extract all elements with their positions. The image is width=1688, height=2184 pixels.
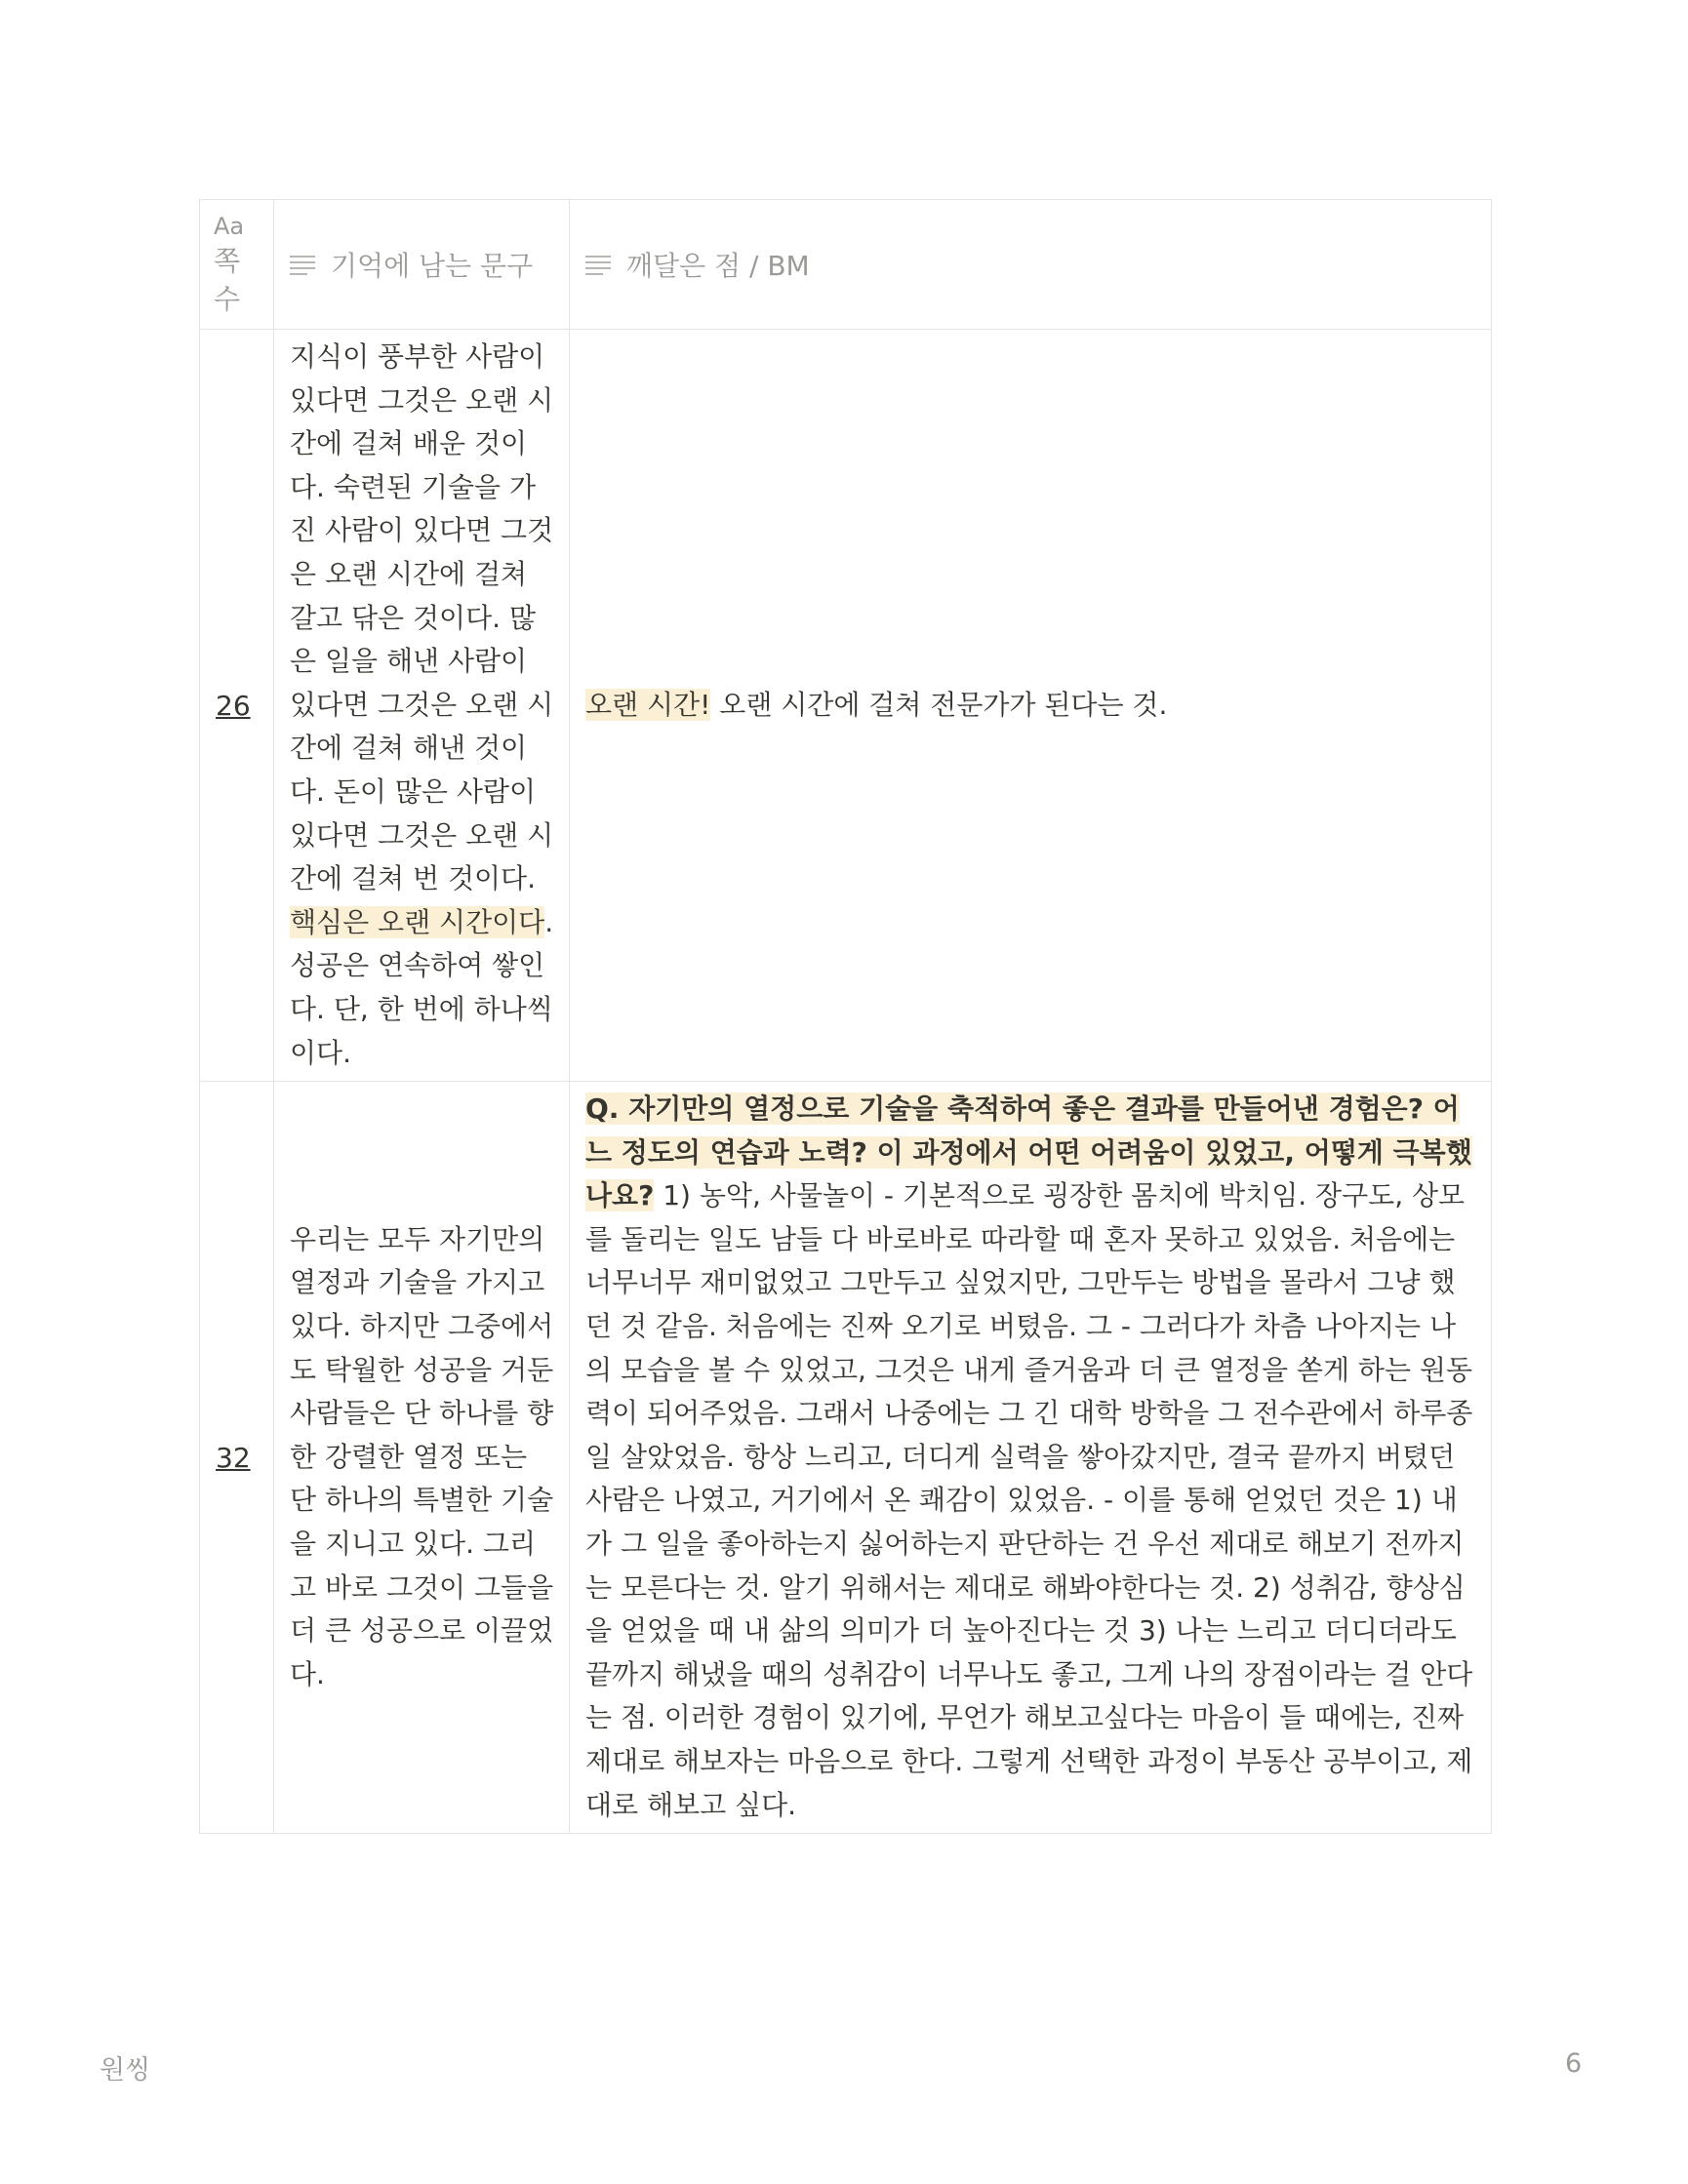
notes-table (199, 199, 1492, 1834)
footer-author: 원씽 (100, 2055, 151, 2085)
header-insight-column[interactable] (570, 200, 1492, 330)
title-property-icon: Aa (214, 213, 245, 240)
insight-highlight: 오랜 시간! (585, 688, 711, 721)
list-lines-icon (585, 253, 613, 276)
table-header-row (200, 200, 1492, 330)
row-insight-cell[interactable] (570, 1082, 1492, 1834)
insight-text: 1) 농악, 사물놀이 - 기본적으로 굉장한 몸치에 박치임. 장구도, 상모를 돌리는 일도 남들 다 바로바로 따라할 때 혼자 못하고 있었음. 처음에는 너무너무 재미없었고 그만두고 싶었지만, 그만두는 방법을 몰라서 그냥 했던 것 같음. 처음에는 진짜 오기로 버텼음. 그 - 그러다가 차츰 나아지는 나의 모습을 볼 수 있었고, 그것은 내게 즐거움과 더 큰 열정을 쏟게 하는 원동력이 되어주었음. 그래서 나중에는 그 긴 대학 방학을 그 전수관에서 하루종일 살았었음. 항상 느리고, 더디게 실력을 쌓아갔지만, 결국 끝까지 버텼던 사람은 나였고, 거기에서 온 쾌감이 있었음. - 이를 통해 얻었던 것은 1) 내가 그 일을 좋아하는지 싫어하는지 판단하는 건 우선 제대로 해보기 전까지는 모른다는 것. 알기 위해서는 제대로 해봐야한다는 것. 2) 성취감, 향상심을 얻었을 때 내 삶의 의미가 더 높아진다는 것 3) 나는 느리고 더디더라도 끝까지 해냈을 때의 성취감이 너무나도 좋고, 그게 나의 장점이라는 걸 안다는 점. 이러한 경험이 있기에, 무언가 해보고싶다는 마음이 들 때에는, 진짜 제대로 해보자는 마음으로 한다. 그렇게 선택한 과정이 부동산 공부이고, 제대로 해보고 싶다. (585, 1179, 1473, 1821)
quote-highlight: 핵심은 오랜 시간이다 (290, 905, 545, 938)
row-quote-cell[interactable] (274, 1082, 570, 1834)
quote-text-after: . 성공은 연속하여 쌓인다. 단, 한 번에 하나씩이다. (290, 905, 563, 1069)
notes-table-container (199, 199, 1491, 1834)
quote-text: 지식이 풍부한 사람이 있다면 그것은 오랜 시간에 걸쳐 배운 것이다. 숙련된 기술을 가진 사람이 있다면 그것은 오랜 시간에 걸쳐 갈고 닦은 것이다. 많은 일을 해낸 사람이 있다면 그것은 오랜 시간에 걸쳐 해낸 것이다. 돈이 많은 사람이 있다면 그것은 오랜 시간에 걸쳐 번 것이다. (290, 340, 554, 895)
header-insight-label: 깨달은 점 / BM (626, 250, 810, 282)
insight-text: 오랜 시간에 걸쳐 전문가가 된다는 것. (710, 688, 1168, 721)
row-page-link[interactable]: 26 (200, 330, 274, 1082)
quote-text: 우리는 모두 자기만의 열정과 기술을 가지고 있다. 하지만 그중에서도 탁월한 성공을 거둔 사람들은 단 하나를 향한 강렬한 열정 또는 단 하나의 특별한 기술을 지니고 있다. 그리고 바로 그것이 그들을 더 큰 성공으로 이끌었다. (290, 1222, 563, 1690)
row-page-link[interactable]: 32 (200, 1082, 274, 1834)
table-row (200, 1082, 1492, 1834)
header-quote-column[interactable] (274, 200, 570, 330)
header-quote-label: 기억에 남는 문구 (331, 250, 534, 282)
table-row (200, 330, 1492, 1082)
header-page-label: 쪽 수 (214, 245, 241, 315)
header-page-column[interactable] (200, 200, 274, 330)
insight-question: Q. 자기만의 열정으로 기술을 축적하여 좋은 결과를 만들어낸 경험은? 어느 정도의 연습과 노력? 이 과정에서 어떤 어려움이 있었고, 어떻게 극복했나요? (585, 1092, 1472, 1212)
list-lines-icon (290, 253, 317, 276)
row-quote-cell[interactable] (274, 330, 570, 1082)
footer-page-number: 6 (1565, 2048, 1583, 2079)
row-insight-cell[interactable] (570, 330, 1492, 1082)
